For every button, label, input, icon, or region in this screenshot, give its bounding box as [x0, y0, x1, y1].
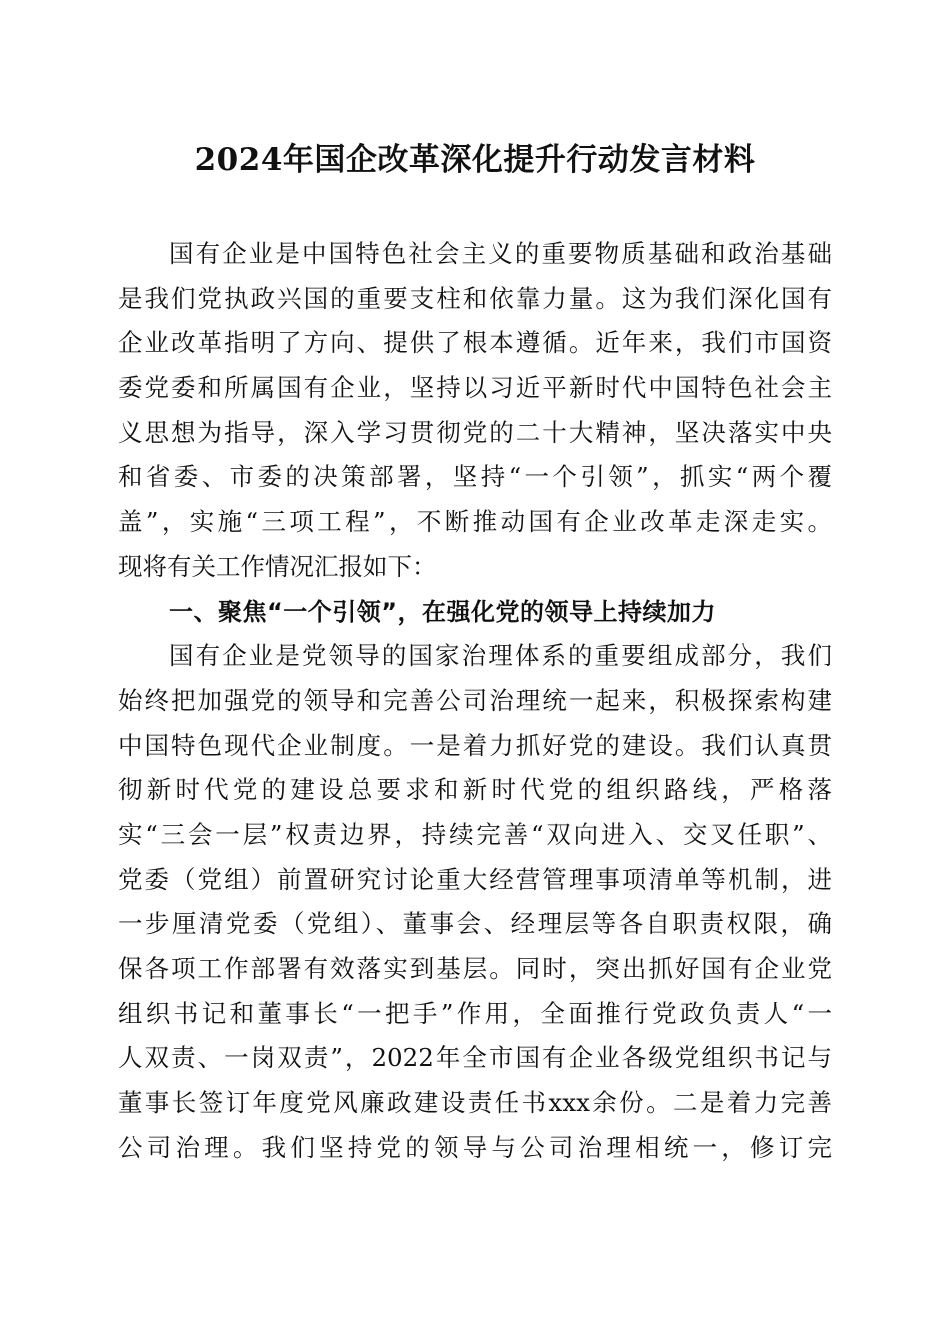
document-title: 2024年国企改革深化提升行动发言材料	[194, 142, 756, 178]
body-line: 党委（党组）前置研究讨论重大经营管理事项清单等机制，进	[118, 864, 832, 894]
body-line: 人双责、一岗双责”，2022年全市国有企业各级党组织书记与	[118, 1043, 832, 1073]
body-line: 公司治理。我们坚持党的领导与公司治理相统一，修订完	[118, 1132, 832, 1162]
body-line: 董事长签订年度党风廉政建设责任书xxx余份。二是着力完善	[118, 1088, 832, 1118]
body-line: 义思想为指导，深入学习贯彻党的二十大精神，坚决落实中央	[118, 417, 832, 447]
body-line: 盖”，实施“三项工程”，不断推动国有企业改革走深走实。	[118, 507, 832, 537]
body-line: 现将有关工作情况汇报如下：	[118, 551, 437, 581]
body-line: 组织书记和董事长“一把手”作用，全面推行党政负责人“一	[118, 998, 832, 1028]
body-line: 始终把加强党的领导和完善公司治理统一起来，积极探索构建	[118, 685, 832, 715]
body-line: 和省委、市委的决策部署，坚持“一个引领”，抓实“两个覆	[118, 462, 832, 492]
body-line: 中国特色现代企业制度。一是着力抓好党的建设。我们认真贯	[118, 730, 832, 760]
body-line: 委党委和所属国有企业，坚持以习近平新时代中国特色社会主	[118, 373, 832, 403]
body-line: 实“三会一层”权责边界，持续完善“双向进入、交叉任职”、	[118, 819, 832, 849]
body-line: 是我们党执政兴国的重要支柱和依靠力量。这为我们深化国有	[118, 283, 832, 313]
body-line: 企业改革指明了方向、提供了根本遵循。近年来，我们市国资	[118, 328, 832, 358]
body-line: 保各项工作部署有效落实到基层。同时，突出抓好国有企业党	[118, 954, 832, 983]
body-line: 彻新时代党的建设总要求和新时代党的组织路线，严格落	[118, 775, 832, 805]
section-heading: 一、聚焦“一个引领”，在强化党的领导上持续加力	[169, 597, 717, 626]
document-body	[118, 232, 832, 1170]
body-line: 一步厘清党委（党组）、董事会、经理层等各自职责权限，确	[118, 909, 832, 939]
body-line: 国有企业是党领导的国家治理体系的重要组成部分，我们	[169, 641, 832, 671]
body-line: 国有企业是中国特色社会主义的重要物质基础和政治基础	[169, 239, 832, 268]
